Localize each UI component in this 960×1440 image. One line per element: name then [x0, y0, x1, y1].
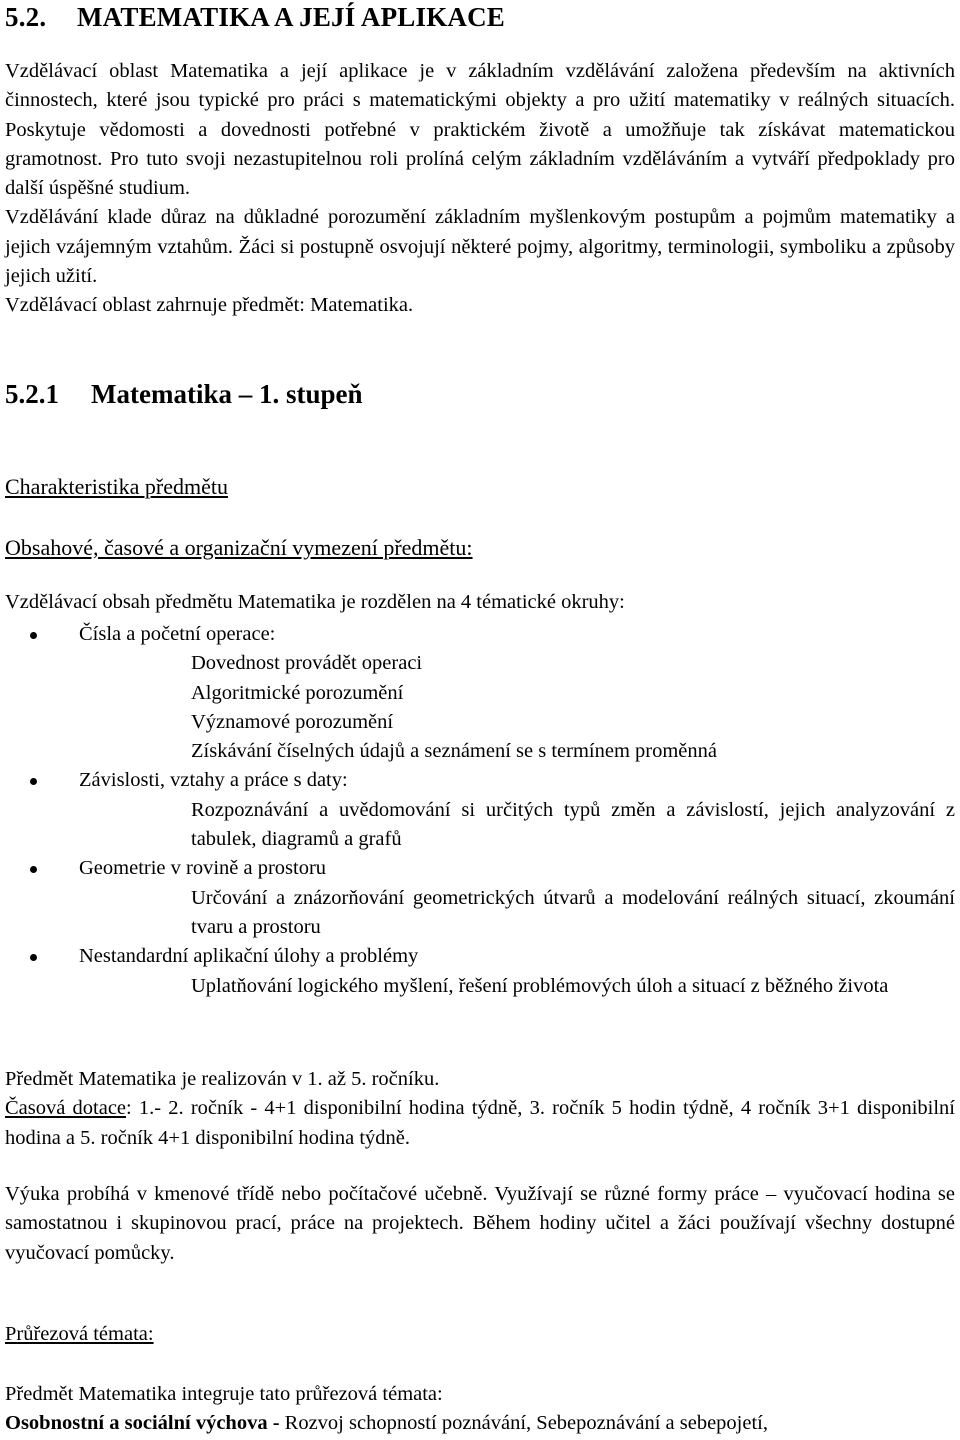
cross-topics-lead: Předmět Matematika integruje tato průřezová témata: [5, 1383, 443, 1405]
realization-block [5, 1065, 955, 1153]
intro-paragraph: Vzdělávací oblast zahrnuje předmět: Matematika. [5, 294, 414, 317]
topic-title: Nestandardní aplikační úlohy a problémy [79, 945, 419, 968]
topic-item [5, 942, 955, 1001]
subsection-title: Matematika – 1. stupeň [91, 379, 363, 409]
characteristics-title: Charakteristika předmětu [5, 474, 228, 499]
realization-text: Předmět Matematika je realizován v 1. až 5. ročníku. [5, 1068, 440, 1090]
cross-topic-item [5, 1409, 955, 1438]
topic-title: Závislosti, vztahy a práce s daty: [79, 769, 348, 792]
topic-subitem: Algoritmické porozumění [191, 681, 404, 704]
section-heading [5, 2, 505, 33]
intro-text [5, 57, 955, 321]
topic-item [5, 854, 955, 942]
bullet-icon [30, 954, 37, 961]
cross-topics-title: Průřezová témata: [5, 1323, 154, 1345]
topic-title: Geometrie v rovině a prostoru [79, 857, 327, 880]
subsection-heading [5, 379, 363, 410]
topic-subitem: Získávání číselných údajů a seznámení se s termínem proměnná [191, 740, 717, 763]
cross-topics-block [5, 1380, 955, 1439]
bullet-icon [30, 866, 37, 873]
content-lead: Vzdělávací obsah předmětu Matematika je rozdělen na 4 tématické okruhy: [5, 591, 625, 613]
cross-topic-text: Rozvoj schopností poznávání, Sebepoznávání a sebepojetí, [279, 1412, 768, 1435]
bullet-icon [30, 778, 37, 785]
topic-subitem: Dovednost provádět operaci [191, 652, 423, 675]
topic-subitem: Významové porozumění [191, 710, 394, 733]
topic-title: Čísla a početní operace: [79, 623, 276, 645]
scope-title: Obsahové, časové a organizační vymezení předmětu: [5, 535, 473, 560]
topic-item [5, 620, 955, 766]
bullet-icon [30, 632, 37, 639]
time-text: : 1.- 2. ročník - 4+1 disponibilní hodina týdně, 3. ročník 5 hodin týdně, 4 ročník 3+1 disponibilní hodina a 5. ročník 4+1 disponibilní hodina týdně. [5, 1097, 956, 1149]
section-title: MATEMATIKA A JEJÍ APLIKACE [77, 2, 506, 32]
topic-subitem: Rozpoznávání a uvědomování si určitých typů změn a závislostí, jejich analyzování z tabulek, diagramů a grafů [191, 798, 955, 851]
subsection-number: 5.2.1 [5, 379, 59, 409]
topic-list [5, 620, 955, 1001]
section-number: 5.2. [5, 2, 47, 32]
time-allocation [5, 1094, 955, 1153]
intro-paragraph: Vzdělávací oblast Matematika a její aplikace je v základním vzdělávání založena především na aktivních činnostech, které jsou typické pro práci s matematickými objekty a pro užití matematiky v reálných situacích. Poskytuje vědomosti a dovednosti potřebné v praktickém životě a umožňuje tak získávat matematickou gramotnost. Pro tuto svoji nezastupitelnou roli prolíná celým základním vzděláváním a vytváří předpoklady pro další úspěšné studium. [5, 60, 955, 200]
topic-subitem: Určování a znázorňování geometrických útvarů a modelování reálných situací, zkoumání tvaru a prostoru [191, 886, 955, 938]
cross-topic-label: Osobnostní a sociální výchova - [5, 1412, 280, 1435]
time-label: Časová dotace [5, 1097, 127, 1120]
topic-item [5, 766, 955, 854]
teaching-text: Výuka probíhá v kmenové třídě nebo počítačové učebně. Využívají se různé formy práce – vyučovací hodina se samostatnou i skupinovou prací, práce na projektech. Během hodiny učitel a žáci používají všechny dostupné vyučovací pomůcky. [5, 1183, 955, 1264]
topic-subitem: Uplatňování logického myšlení, řešení problémových úloh a situací z běžného života [191, 974, 889, 997]
intro-paragraph: Vzdělávání klade důraz na důkladné porozumění základním myšlenkovým postupům a pojmům matematiky a jejich vzájemným vztahům. Žáci si postupně osvojují některé pojmy, algoritmy, terminologii, symboliku a způsoby jejich užití. [5, 206, 955, 288]
